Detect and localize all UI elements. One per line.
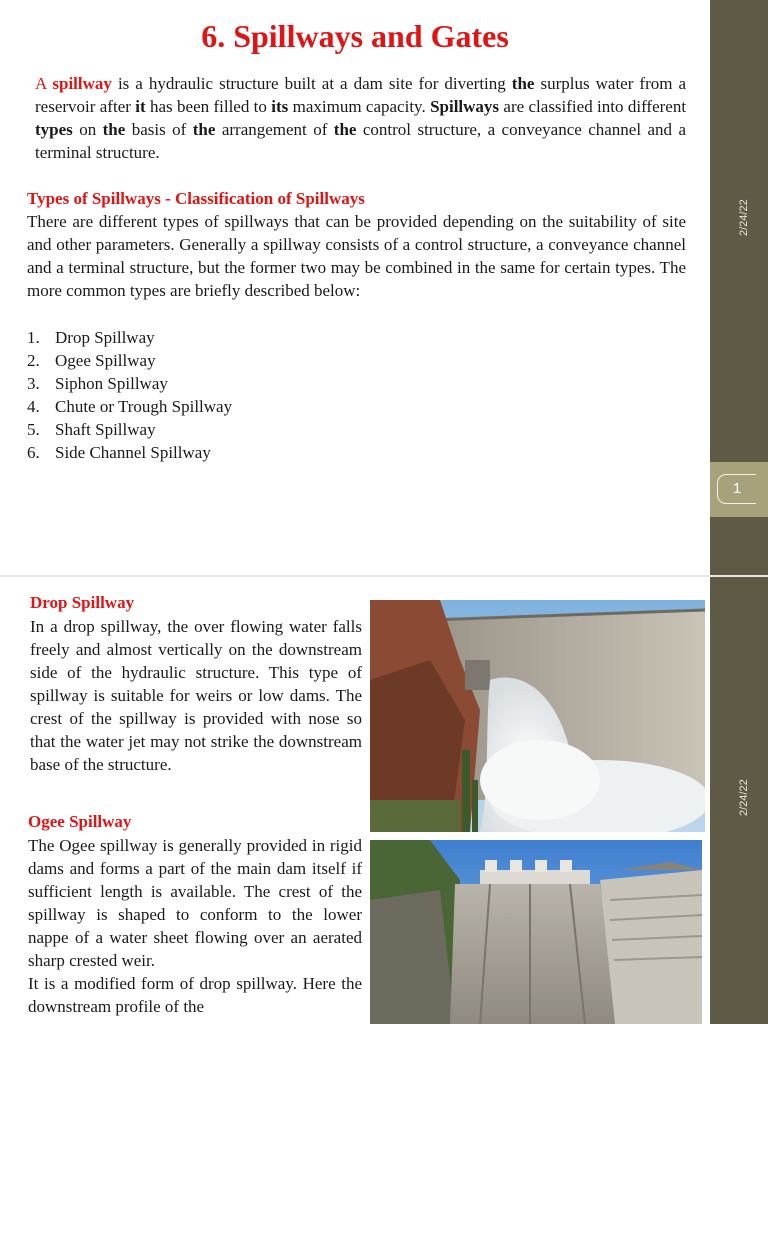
drop-spillway-photo: [370, 600, 705, 832]
slide-title: 6. Spillways and Gates: [201, 18, 509, 54]
drop-spillway-heading: Drop Spillway: [30, 593, 135, 612]
ogee-spillway-text: The Ogee spillway is generally provided in rigid dams and forms a part of the main dam itself if sufficient length is available. The crest of the spillway is shaped to conform to the lower nappe of a water sheet flowing over an aerated sharp crested weir. It is a modified form of drop spillway. Here the downstream profile of the: [28, 836, 362, 1016]
list-item: 5. Shaft Spillway: [27, 420, 156, 439]
slide-1: [0, 0, 768, 576]
drop-spillway-text: In a drop spillway, the over flowing water falls freely and almost vertically on the downstream side of the hydraulic structure. This type of spillway is suitable for weirs or low dams. The crest of the spillway is provided with nose so that the water jet may not strike the downstream base of the structure.: [30, 617, 362, 774]
list-item: 3. Siphon Spillway: [27, 374, 168, 393]
page-number-badge: [710, 462, 768, 517]
types-paragraph: There are different types of spillways that can be provided depending on the suitability of site and other parameters. Generally a spillway consists of a control structure, a conveyance channel and a terminal structure, but the former two may be combined in the same for certain types. The more common types are briefly described below:: [27, 212, 686, 300]
spillway-types-list: [27, 326, 232, 464]
list-item: 1. Drop Spillway: [27, 328, 155, 347]
page-number: 1: [717, 474, 756, 504]
types-heading: Types of Spillways - Classification of Spillways: [27, 189, 365, 208]
list-item: 2. Ogee Spillway: [27, 351, 156, 370]
list-item: 4. Chute or Trough Spillway: [27, 397, 233, 416]
list-item: 6. Side Channel Spillway: [27, 443, 211, 462]
ogee-spillway-photo: [370, 840, 702, 1024]
intro-paragraph: A spillway is a hydraulic structure built at a dam site for diverting the surplus water from a reservoir after it has been filled to its maximum capacity. Spillways are classified into different types on the basis of the arrangement of the control structure, a conveyance channel and a terminal structure.: [35, 74, 687, 162]
slide-date: 2/24/22: [738, 779, 750, 816]
slide-date: 2/24/22: [738, 199, 750, 236]
ogee-spillway-heading: Ogee Spillway: [28, 812, 132, 831]
